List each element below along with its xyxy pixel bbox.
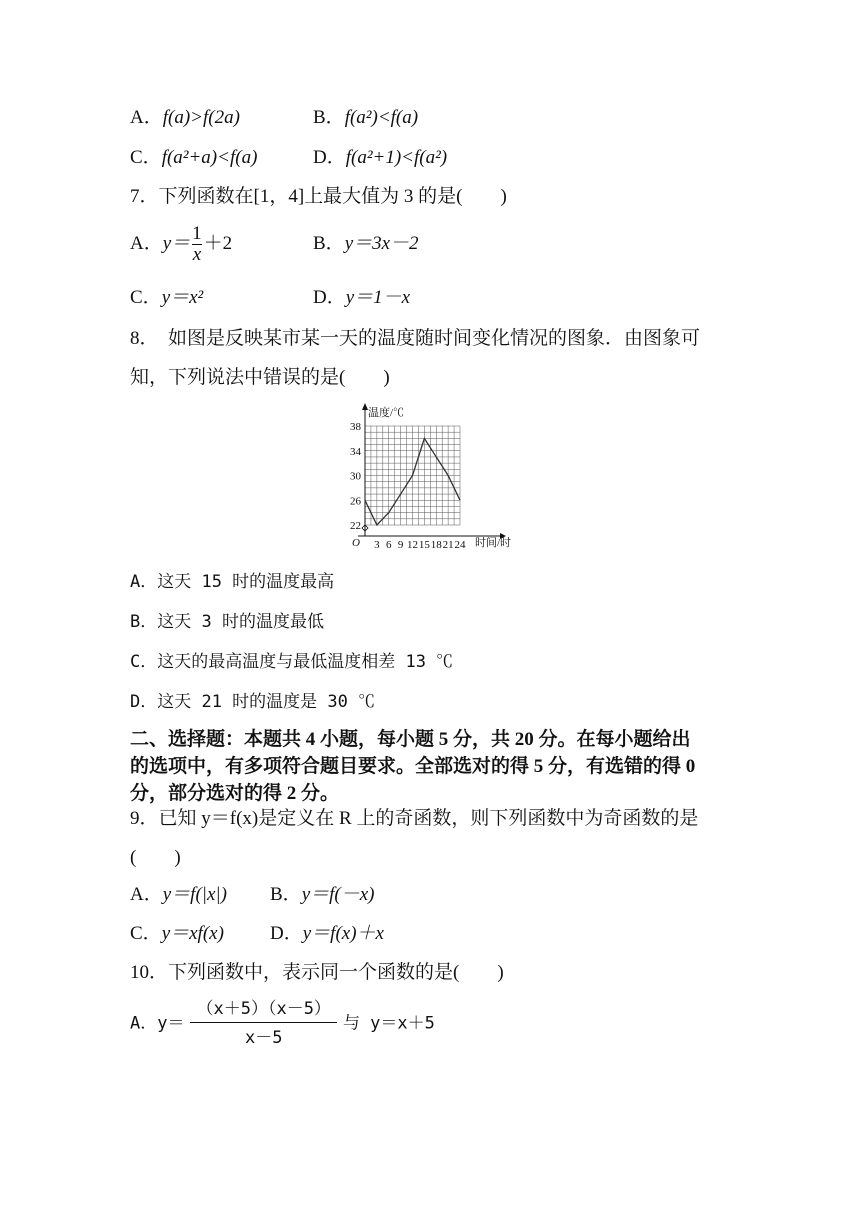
y-tick-label: 30 (350, 470, 361, 483)
y-tick-label: 22 (350, 520, 361, 532)
q6-options-row1 (130, 106, 419, 130)
q7-option-a-numerator: 1 (192, 223, 202, 244)
y-tick-label: 34 (350, 445, 361, 458)
q8-stem-line2: 知，下列说法中错误的是( ) (130, 367, 390, 388)
section2-line3: 分，部分选对的得 2 分。 (130, 783, 340, 804)
section2-line2: 的选项中，有多项符合题目要求。全部选对的得 5 分，有选错的得 0 (130, 756, 696, 777)
q9-option-a-expr: y＝f(|x|) (162, 884, 227, 905)
q9-options-row2 (130, 922, 384, 946)
q7-option-b-expr: y＝3x－2 (344, 233, 419, 254)
q6-option-b-expr: f(a²)<f(a) (344, 107, 419, 128)
q9-option-d-label: D． (270, 923, 303, 944)
x-axis-label: 时间/时 (475, 537, 512, 549)
q10-option-a-suffix: 与 y＝x＋5 (342, 1013, 435, 1034)
q8-option-d: D．这天 21 时的温度是 30 ℃ (130, 692, 376, 712)
q7-option-a-suffix: ＋2 (203, 232, 233, 254)
x-tick-label: 12 (407, 539, 418, 550)
q6-option-b-label: B． (313, 107, 345, 128)
x-tick-label: 15 (418, 539, 430, 550)
q7-option-b-label: B． (313, 233, 345, 254)
q9-option-b-label: B． (270, 884, 302, 905)
q9-option-b-expr: y＝f(－x) (301, 884, 375, 905)
chart-ticks (350, 421, 466, 550)
x-tick-label: 3 (374, 539, 380, 550)
q8-option-b: B．这天 3 时的温度最低 (130, 612, 324, 632)
q8-option-a: A．这天 15 时的温度最高 (130, 572, 335, 592)
q10-stem: 10．下列函数中，表示同一个函数的是( ) (130, 962, 504, 983)
q9-stem-line1: 9．已知 y＝f(x)是定义在 R 上的奇函数，则下列函数中为奇函数的是 (130, 808, 699, 829)
q10-option-a-label: A．y＝ (130, 1013, 185, 1034)
q9-stem-line2: ( ) (130, 847, 181, 868)
q7-option-a-label: A． (130, 232, 163, 254)
q6-options-row2 (130, 146, 448, 170)
x-tick-label: 21 (442, 539, 454, 550)
q9-option-a-label: A． (130, 884, 163, 905)
x-tick-label: 9 (397, 539, 404, 550)
q10-option-a-fraction (190, 1000, 336, 1047)
q7-option-c-label: C． (130, 287, 162, 308)
y-tick-label: 38 (350, 421, 361, 433)
q7-option-d-label: D． (313, 287, 346, 308)
x-tick-label: 18 (430, 539, 442, 550)
q7-option-a-denominator: x (192, 244, 202, 265)
q7-options-row2 (130, 286, 411, 310)
q10-option-a (130, 1000, 435, 1047)
x-tick-label: 24 (454, 539, 466, 550)
q10-option-a-denominator: x－5 (190, 1022, 336, 1047)
q6-option-c-label: C． (130, 147, 162, 168)
q9-options-row1 (130, 883, 375, 907)
q9-option-d-expr: y＝f(x)＋x (302, 923, 384, 944)
q7-option-c-expr: y＝x² (161, 287, 204, 308)
q7-option-d-expr: y＝1－x (345, 287, 411, 308)
q9-option-c-expr: y＝xf(x) (161, 923, 224, 944)
temperature-chart (340, 400, 530, 550)
q6-option-a-label: A． (130, 107, 163, 128)
q6-option-d-expr: f(a²+1)<f(a²) (345, 147, 448, 168)
q7-option-a-fraction (192, 224, 202, 265)
y-axis-label: 温度/℃ (368, 407, 405, 419)
q6-option-c-expr: f(a²+a)<f(a) (161, 147, 258, 168)
q10-option-a-numerator: （x＋5）（x－5） (196, 999, 331, 1019)
y-tick-label: 26 (350, 495, 361, 508)
q9-option-c-label: C． (130, 923, 162, 944)
section2-line1: 二、选择题：本题共 4 小题，每小题 5 分，共 20 分。在每小题给出 (130, 729, 691, 750)
q7-stem: 7．下列函数在[1，4]上最大值为 3 的是( ) (130, 186, 507, 207)
q8-option-c: C．这天的最高温度与最低温度相差 13 ℃ (130, 652, 454, 672)
q6-option-a-expr: f(a)>f(2a) (162, 107, 240, 128)
origin-label: O (352, 537, 360, 549)
q7-options-row1 (130, 223, 419, 265)
q7-option-a-prefix: y＝ (162, 232, 191, 254)
q6-option-d-label: D． (313, 147, 346, 168)
x-tick-label: 6 (386, 539, 392, 550)
q8-stem-line1: 8． 如图是反映某市某一天的温度随时间变化情况的图象．由图象可 (130, 328, 701, 349)
